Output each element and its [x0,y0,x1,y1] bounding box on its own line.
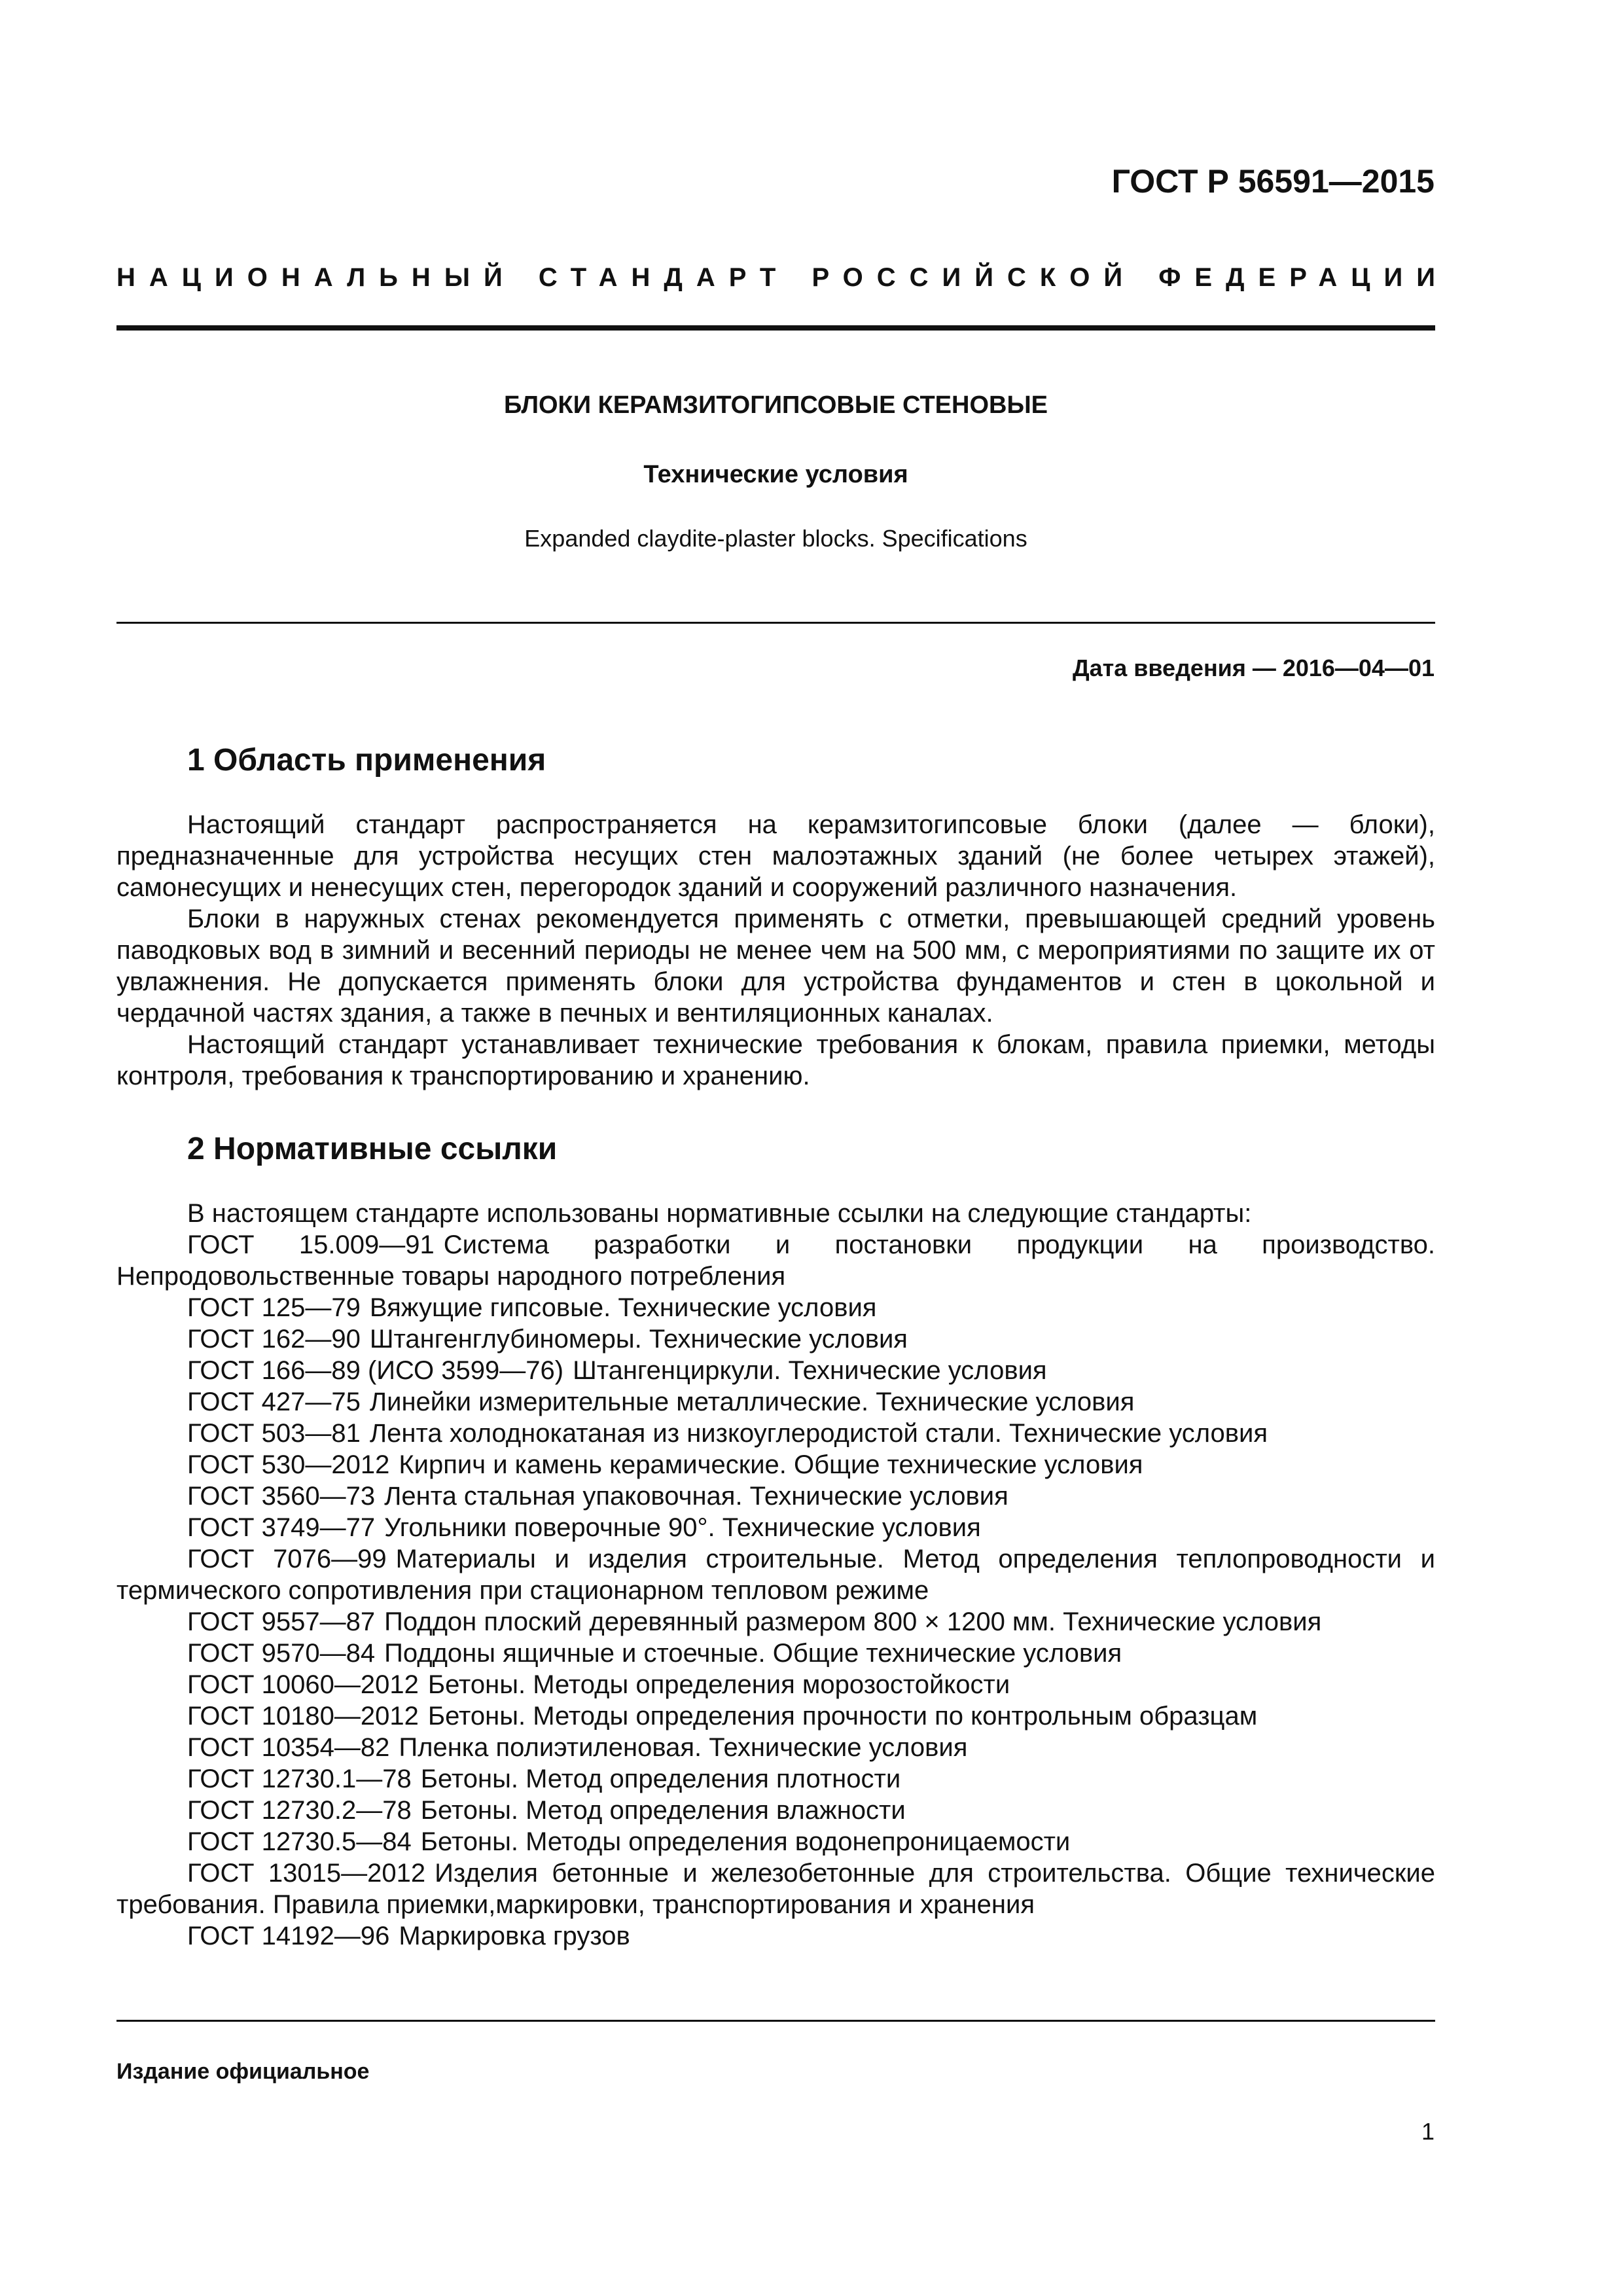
title-divider [116,622,1435,624]
reference-item [116,1638,1435,1669]
page-number: 1 [1421,2118,1435,2145]
paragraph: Блоки в наружных стенах рекомендуется применять с отметки, превышающей средний уровень паводковых вод в зимний и весенний периоды не менее чем на 500 мм, с мероприятиями по защите их от увлажнения. Не допускается применять блоки для устройства фундаментов и стен в цокольной и чердачной частях здания, а также в печных и вентиляционных каналах. [116,905,1435,1028]
reference-title: Лента холоднокатаная из низкоуглеродистой стали. Технические условия [369,1419,1268,1448]
reference-title: Бетоны. Методы определения водонепроницаемости [420,1827,1071,1856]
reference-title: Материалы и изделия строительные. Метод определения теплопроводности и термического сопротивления при стационарном тепловом режиме [116,1545,1436,1605]
reference-title: Бетоны. Метод определения влажности [420,1796,906,1825]
reference-code: ГОСТ 14192—96 [187,1922,390,1950]
reference-code: ГОСТ 3560—73 [187,1482,376,1511]
reference-title: Кирпич и камень керамические. Общие технические условия [399,1450,1143,1479]
gost-code: ГОСТ Р 56591—2015 [1111,163,1435,200]
references-lead: В настоящем стандарте использованы нормативные ссылки на следующие стандарты: [187,1199,1252,1228]
paragraph: Настоящий стандарт распространяется на керамзитогипсовые блоки (далее — блоки), предназначенные для устройства несущих стен малоэтажных зданий (не более четырех этажей), самонесущих и ненесущих стен, перегородок зданий и сооружений различного назначения. [116,810,1435,902]
reference-code: ГОСТ 162—90 [187,1325,361,1354]
reference-title: Маркировка грузов [399,1922,630,1950]
national-standard-banner [116,263,1449,293]
reference-item [116,1480,1435,1512]
reference-item [116,1857,1435,1920]
reference-code: ГОСТ 10180—2012 [187,1702,419,1731]
reference-item [116,1920,1435,1952]
reference-code: ГОСТ 10354—82 [187,1733,390,1762]
reference-title: Система разработки и постановки продукции на производство. Непродовольственные товары народного потребления [116,1230,1436,1291]
banner-word: ФЕДЕРАЦИИ [1158,263,1449,292]
reference-title: Штангенциркули. Технические условия [573,1356,1047,1385]
reference-code: ГОСТ 13015—2012 [187,1859,426,1888]
introduction-date: Дата введения — 2016—04—01 [1072,655,1435,681]
reference-title: Линейки измерительные металлические. Технические условия [369,1388,1135,1416]
reference-item [116,1512,1435,1543]
reference-item [116,1763,1435,1795]
banner-word: СТАНДАРТ [538,263,790,292]
reference-code: ГОСТ 427—75 [187,1388,361,1416]
reference-title: Поддоны ящичные и стоечные. Общие технические условия [384,1639,1122,1668]
reference-title: Бетоны. Метод определения плотности [420,1765,901,1793]
reference-code: ГОСТ 530—2012 [187,1450,390,1479]
banner-word: НАЦИОНАЛЬНЫЙ [116,263,516,292]
reference-code: ГОСТ 9557—87 [187,1607,376,1636]
reference-code: ГОСТ 125—79 [187,1293,361,1322]
reference-code: ГОСТ 15.009—91 [187,1230,435,1259]
section-heading: 2 Нормативные ссылки [187,1132,558,1166]
reference-item [116,1449,1435,1480]
reference-title: Угольники поверочные 90°. Технические условия [384,1513,981,1542]
reference-item [116,1669,1435,1700]
document-subtitle: Технические условия [643,461,908,488]
reference-title: Бетоны. Методы определения прочности по контрольным образцам [427,1702,1258,1731]
reference-item [116,1543,1435,1606]
reference-item [116,1606,1435,1638]
reference-code: ГОСТ 12730.2—78 [187,1796,412,1825]
reference-title: Штангенглубиномеры. Технические условия [369,1325,908,1354]
reference-title: Лента стальная упаковочная. Технические условия [384,1482,1008,1511]
reference-code: ГОСТ 7076—99 [187,1545,387,1573]
banner-word: РОССИЙСКОЙ [812,263,1137,292]
reference-item [116,1229,1435,1292]
reference-item [116,1732,1435,1763]
reference-code: ГОСТ 10060—2012 [187,1670,419,1699]
reference-item [116,1418,1435,1449]
reference-item [116,1355,1435,1386]
paragraph: Настоящий стандарт устанавливает технические требования к блокам, правила приемки, методы контроля, требования к транспортированию и хранению. [116,1030,1435,1090]
section-scope [116,741,1435,1092]
reference-code: ГОСТ 12730.5—84 [187,1827,412,1856]
reference-item [116,1323,1435,1355]
reference-title: Пленка полиэтиленовая. Технические условия [399,1733,968,1762]
english-title: Expanded claydite-plaster blocks. Specifications [524,525,1027,552]
reference-code: ГОСТ 12730.1—78 [187,1765,412,1793]
reference-title: Поддон плоский деревянный размером 800 × 1200 мм. Технические условия [384,1607,1322,1636]
reference-item [116,1795,1435,1826]
section-heading: 1 Область применения [187,743,546,778]
header-divider [116,325,1435,331]
reference-title: Бетоны. Методы определения морозостойкости [427,1670,1010,1699]
reference-code: ГОСТ 166—89 (ИСО 3599—76) [187,1356,564,1385]
reference-item [116,1386,1435,1418]
footer-divider [116,2020,1435,2022]
reference-item [116,1292,1435,1323]
reference-title: Вяжущие гипсовые. Технические условия [369,1293,877,1322]
reference-title: Изделия бетонные и железобетонные для строительства. Общие технические требования. Правила приемки,маркировки, транспортирования и хранения [116,1859,1435,1919]
reference-code: ГОСТ 9570—84 [187,1639,376,1668]
section-normative-references [116,1130,1435,1952]
reference-code: ГОСТ 3749—77 [187,1513,376,1542]
official-edition-label: Издание официальное [116,2059,370,2084]
reference-item [116,1826,1435,1857]
document-title: БЛОКИ КЕРАМЗИТОГИПСОВЫЕ СТЕНОВЫЕ [503,391,1048,419]
reference-item [116,1700,1435,1732]
reference-code: ГОСТ 503—81 [187,1419,361,1448]
